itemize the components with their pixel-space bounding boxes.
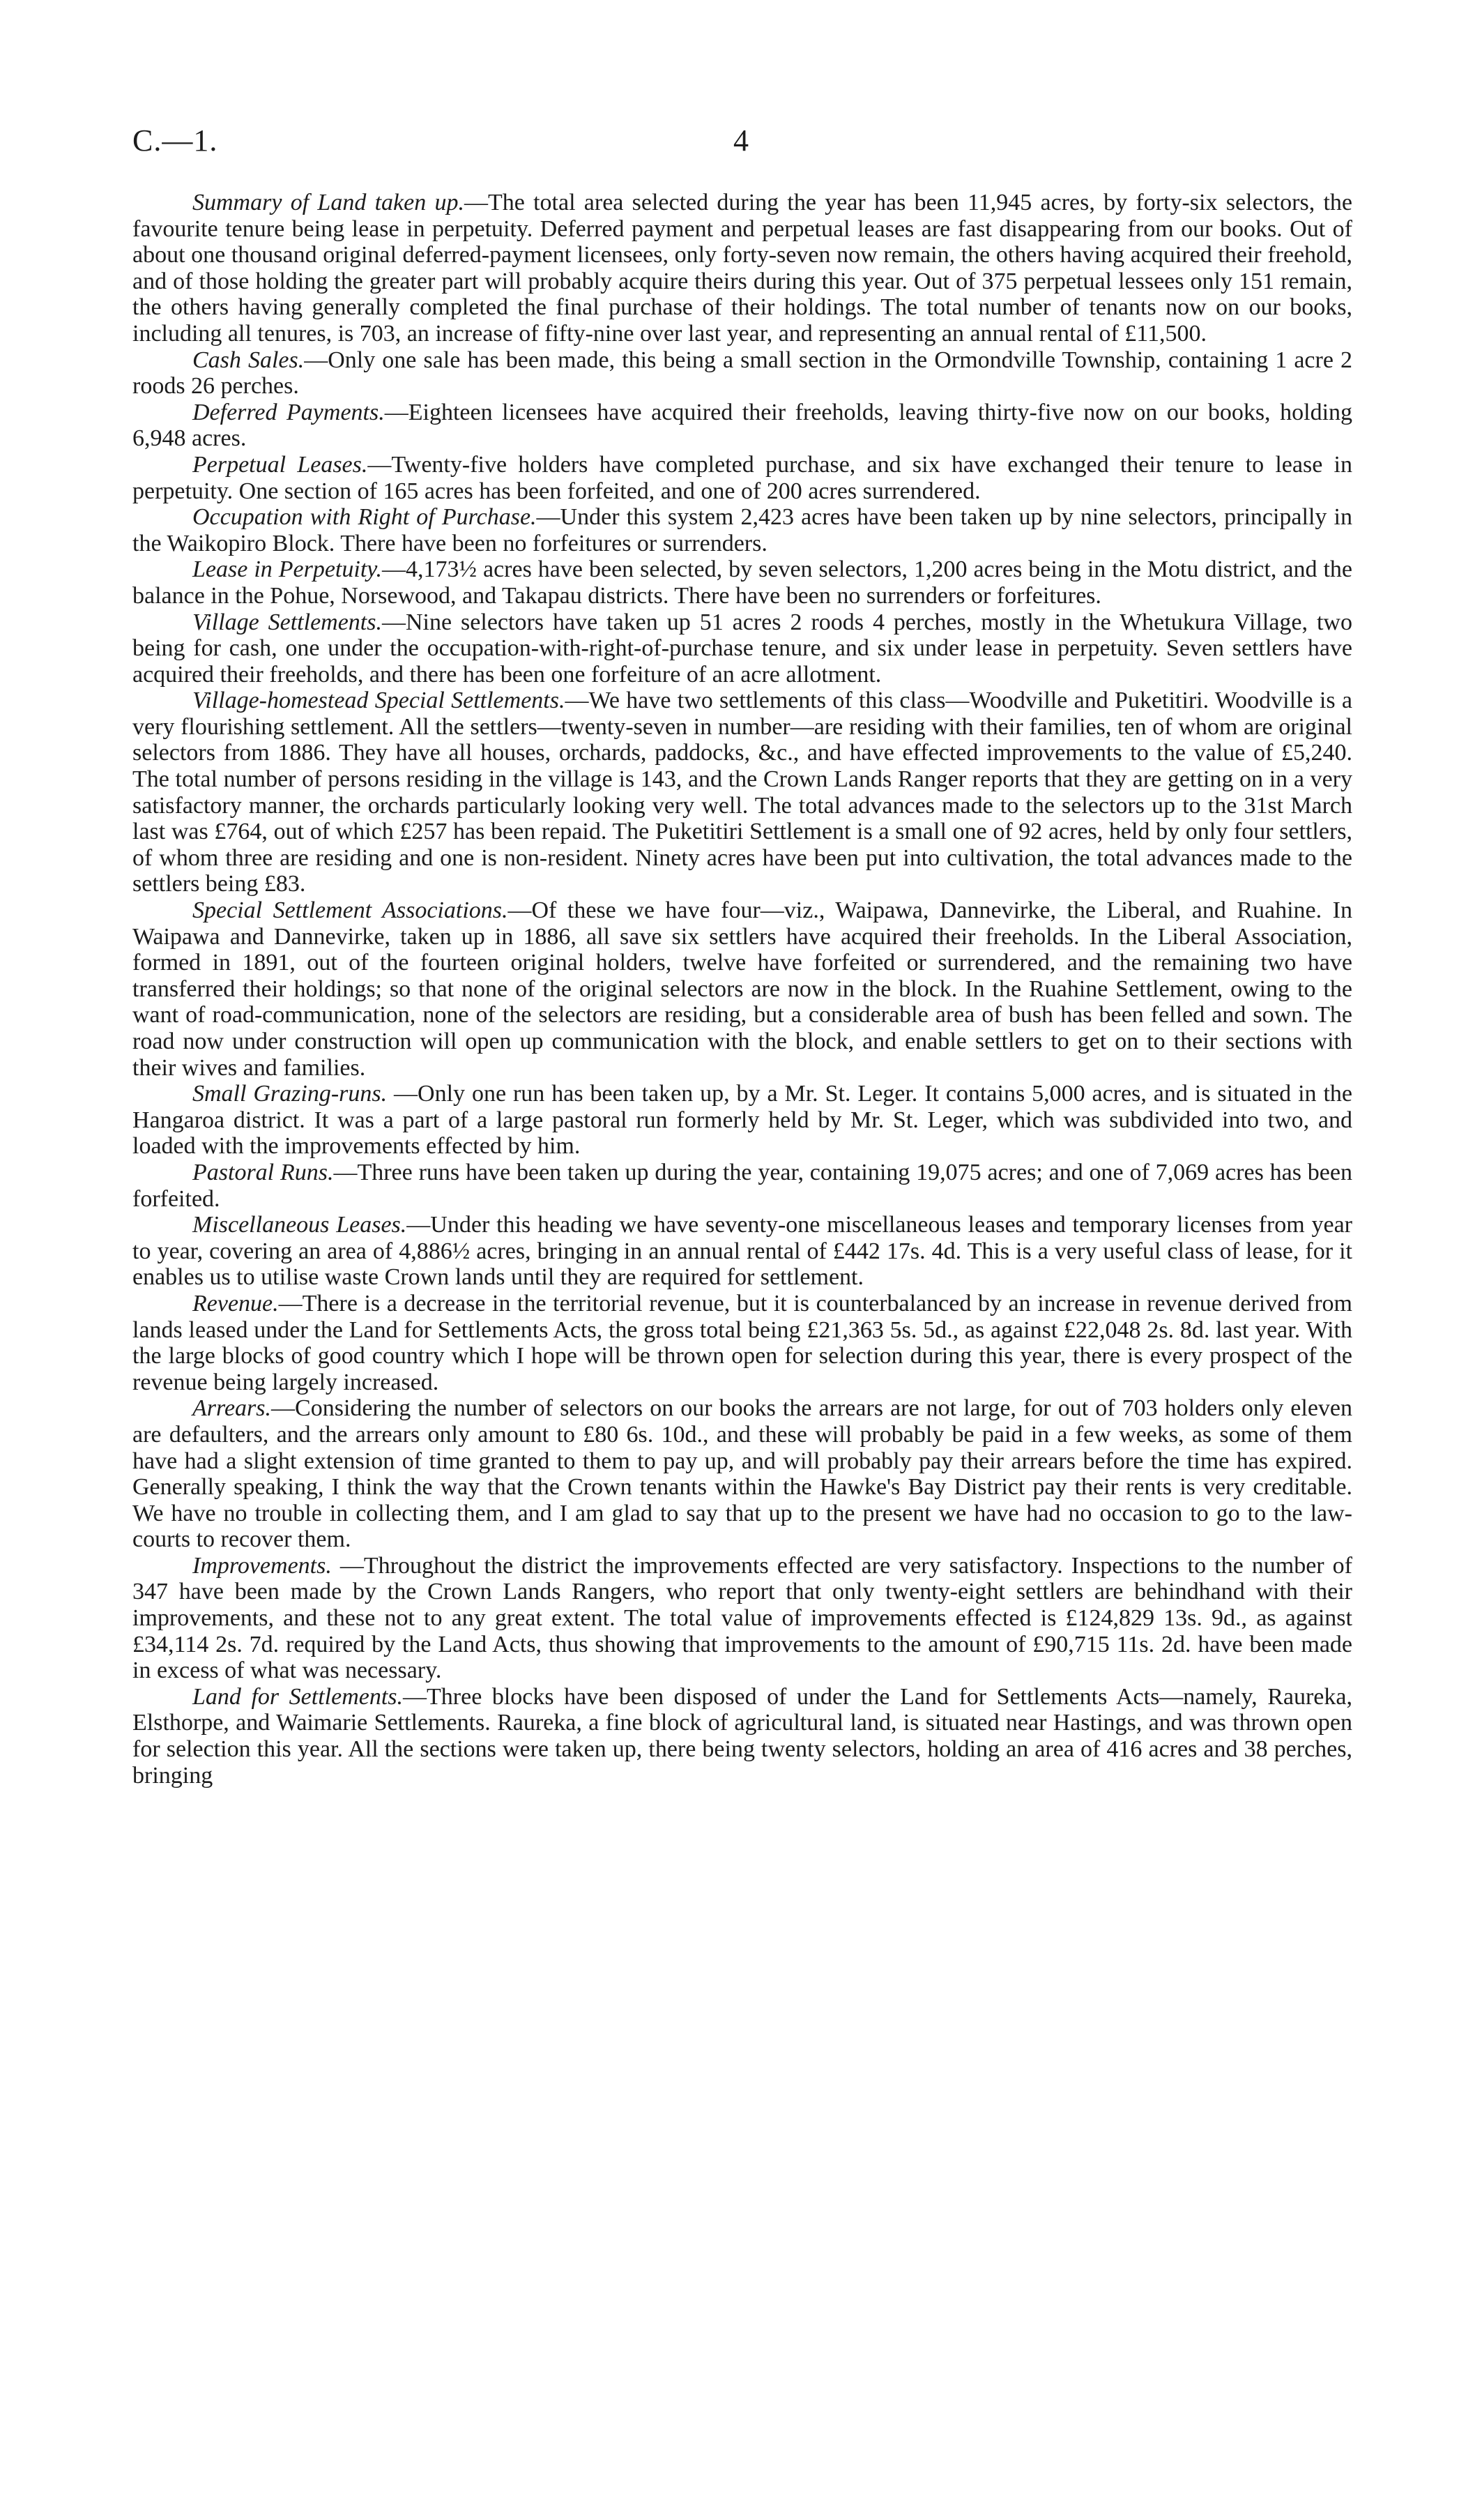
paragraph-occupation-right-of-purchase (132, 504, 1352, 556)
paragraph-heading: Lease in Perpetuity. (192, 556, 382, 583)
paragraph-text: —Of these we have four—viz., Waipawa, Dannevirke, the Liberal, and Ruahine. In Waipawa and Dannevirke, taken up in 1886, all save six settlers have acquired their freeholds. In the Liberal Association, formed in 1891, out of the fourteen original holders, twelve have forfeited or surrendered, and the remaining two have transferred their holdings; so that none of the original selectors are now in the block. In the Ruahine Settlement, owing to the want of road-communication, none of the selectors are residing, but a considerable area of bush has been felled and sown. The road now under construction will open up communication with the block, and enable settlers to get on to their sections with their wives and families. (132, 897, 1352, 1081)
paragraph-heading: Village-homestead Special Settlements. (192, 688, 565, 714)
paragraph-heading: Occupation with Right of Purchase. (192, 504, 537, 531)
paragraph-heading: Improvements. (192, 1552, 332, 1579)
paragraph-text: —Throughout the district the improvements effected are very satisfactory. Inspections to the number of 347 have been made by the Crown Lands Rangers, who report that only twenty-eight settlers are behindhand with their improvements, and these not to any great extent. The total value of improvements effected is £124,829 13s. 9d., as against £34,114 2s. 7d. required by the Land Acts, thus showing that improvements to the amount of £90,715 11s. 2d. have been made in excess of what was necessary. (132, 1552, 1352, 1684)
paragraph-pastoral-runs (132, 1160, 1352, 1212)
paragraph-text: —Under this heading we have seventy-one miscellaneous leases and temporary licenses from year to year, covering an area of 4,886½ acres, bringing in an annual rental of £442 17s. 4d. This is a very useful class of lease, for it enables us to utilise waste Crown lands until they are required for settlement. (132, 1212, 1352, 1291)
paragraph-heading: Pastoral Runs. (192, 1159, 334, 1185)
paragraph-perpetual-leases (132, 452, 1352, 504)
paragraph-text: —Only one sale has been made, this being a small section in the Ormondville Township, containing 1 acre 2 roods 26 perches. (132, 347, 1352, 400)
paragraph-small-grazing-runs (132, 1081, 1352, 1160)
paragraph-text: —4,173½ acres have been selected, by seven selectors, 1,200 acres being in the Motu district, and the balance in the Pohue, Norsewood, and Takapau districts. There have been no surrenders or forfeitures. (132, 556, 1352, 609)
paragraph-heading: Summary of Land taken up. (192, 190, 464, 215)
paragraph-text: —Nine selectors have taken up 51 acres 2 roods 4 perches, mostly in the Whetukura Village, two being for cash, one under the occupation-with-right-of-purchase tenure, and six under lease in perpetuity. Seven settlers have acquired their freeholds, and there has been one forfeiture of an acre allotment. (132, 609, 1352, 688)
page-number: 4 (733, 123, 749, 158)
paragraph-heading: Arrears. (192, 1395, 272, 1422)
paragraph-village-settlements (132, 609, 1352, 688)
paragraph-text: —We have two settlements of this class—Woodville and Puketitiri. Woodville is a very flourishing settlement. All the settlers—twenty-seven in number—are residing with their families, ten of whom are original selectors from 1886. They have all houses, orchards, paddocks, &c., and have effected improvements to the value of £5,240. The total number of persons residing in the village is 143, and the Crown Lands Ranger reports that they are getting on in a very satisfactory manner, the orchards particularly looking very well. The total advances made to the selectors up to the 31st March last was £764, out of which £257 has been repaid. The Puketitiri Settlement is a small one of 92 acres, held by only four settlers, of whom three are residing and one is non-resident. Ninety acres have been put into cultivation, the total advances made to the settlers being £83. (132, 688, 1352, 897)
paragraph-text: —Eighteen licensees have acquired their freeholds, leaving thirty-five now on our books, holding 6,948 acres. (132, 399, 1353, 452)
paragraph-text: —Considering the number of selectors on our books the arrears are not large, for out of 703 holders only eleven are defaulters, and the arrears only amount to £80 6s. 10d., and these will probably be paid in a few weeks, as some of them have had a slight extension of time granted to them to pay up, and will probably pay their arrears before the time has expired. Generally speaking, I think the way that the Crown tenants within the Hawke's Bay District pay their rents is very creditable. We have no trouble in collecting them, and I am glad to say that up to the present we have had no occasion to go to the law-courts to recover them. (132, 1395, 1352, 1553)
paragraph-heading: Village Settlements. (192, 609, 382, 635)
paragraph-cash-sales (132, 347, 1352, 400)
paragraph-heading: Small Grazing-runs. (192, 1081, 388, 1107)
paragraph-heading: Land for Settlements. (192, 1683, 404, 1710)
paragraph-improvements (132, 1553, 1352, 1684)
paragraph-text: —Under this system 2,423 acres have been taken up by nine selectors, principally in the Waikopiro Block. There have been no forfeitures or surrenders. (132, 504, 1352, 556)
paragraph-text: —Three runs have been taken up during the year, containing 19,075 acres; and one of 7,069 acres has been forfeited. (132, 1159, 1352, 1212)
document-reference: C.—1. (132, 123, 218, 158)
paragraph-heading: Miscellaneous Leases. (192, 1212, 407, 1238)
paragraph-arrears (132, 1395, 1352, 1553)
paragraph-lease-in-perpetuity (132, 556, 1352, 609)
paragraph-heading: Revenue. (192, 1290, 279, 1316)
paragraph-heading: Special Settlement Associations. (192, 897, 508, 924)
paragraph-revenue (132, 1291, 1352, 1395)
paragraph-land-for-settlements (132, 1684, 1352, 1789)
paragraph-text: —There is a decrease in the territorial revenue, but it is counterbalanced by an increase in revenue derived from lands leased under the Land for Settlements Acts, the gross total being £21,363 5s. 5d., as against £22,048 2s. 8d. last year. With the large blocks of good country which I hope will be thrown open for selection during this year, there is every prospect of the revenue being largely increased. (132, 1290, 1352, 1395)
paragraph-heading: Cash Sales. (192, 347, 305, 373)
paragraph-special-settlement-associations (132, 897, 1352, 1081)
paragraph-text: —Only one run has been taken up, by a Mr. St. Leger. It contains 5,000 acres, and is situated in the Hangaroa district. It was a part of a large pastoral run formerly held by Mr. St. Leger, which was subdivided into two, and loaded with the improvements effected by him. (132, 1081, 1352, 1160)
paragraph-deferred-payments (132, 400, 1352, 452)
paragraph-text: —Twenty-five holders have completed purchase, and six have exchanged their tenure to lease in perpetuity. One section of 165 acres has been forfeited, and one of 200 acres surrendered. (132, 451, 1352, 504)
paragraph-text: —Three blocks have been disposed of under the Land for Settlements Acts—namely, Raureka, Elsthorpe, and Waimarie Settlements. Raureka, a fine block of agricultural land, is situated near Hastings, and was thrown open for selection this year. All the sections were taken up, there being twenty selectors, holding an area of 416 acres and 38 perches, bringing (132, 1683, 1352, 1789)
report-body (132, 190, 1352, 1789)
paragraph-text: —The total area selected during the year has been 11,945 acres, by forty-six selectors, the favourite tenure being lease in perpetuity. Deferred payment and perpetual leases are fast disappearing from our books. Out of about one thousand original deferred-payment licensees, only forty-seven now remain, the others having acquired their freehold, and of those holding the greater part will probably acquire theirs during this year. Out of 375 perpetual lessees only 151 remain, the others having generally completed the final purchase of their holdings. The total number of tenants now on our books, including all tenures, is 703, an increase of fifty-nine over last year, and representing an annual rental of £11,500. (132, 190, 1352, 347)
paragraph-heading: Deferred Payments. (192, 399, 385, 425)
page-header (132, 123, 1350, 165)
paragraph-miscellaneous-leases (132, 1212, 1352, 1291)
paragraph-village-homestead-settlements (132, 688, 1352, 897)
paragraph-heading: Perpetual Leases. (192, 451, 368, 478)
paragraph-summary-of-land (132, 190, 1352, 347)
